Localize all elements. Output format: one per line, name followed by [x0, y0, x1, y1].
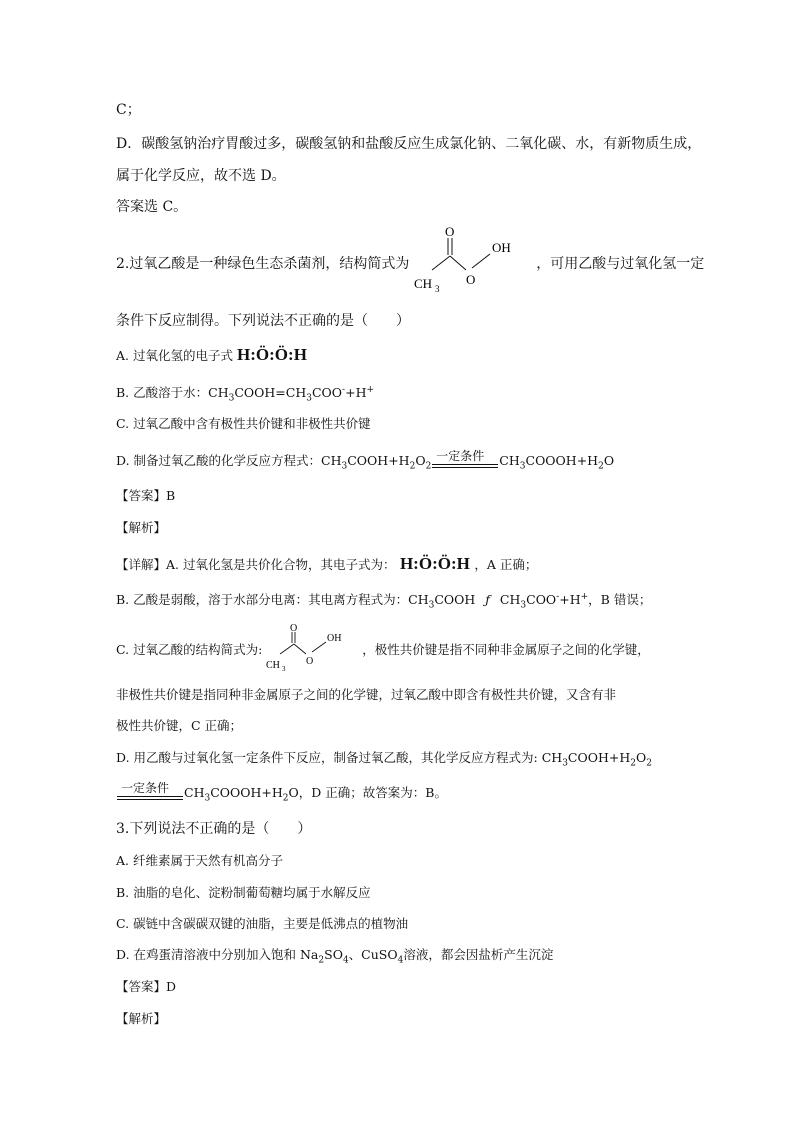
text-line: 答案选 C。 [116, 199, 188, 215]
option-text: A. 过氧化氢的电子式 [116, 348, 233, 363]
atom-o: O [465, 272, 476, 287]
detail-c: C. 过氧乙酸的结构简式为: O O OH CH 3 ，极性共价键是指不同种非金属原子之间的化学键， [116, 623, 650, 672]
text-line: C； [116, 102, 141, 118]
option-c: C. 过氧乙酸中含有极性共价键和非极性共价键 [116, 416, 371, 431]
option-d: D. 在鸡蛋清溶液中分别加入饱和 $Na_2SO_4$、CuSO$_4$溶液，都会因盐析产生沉淀 [116, 947, 554, 966]
option-a [116, 345, 307, 366]
subscript: 3 [434, 284, 440, 294]
analysis-label: 【解析】 [116, 1011, 167, 1026]
detail-c-line3: 极性共价键，C 正确； [116, 718, 243, 733]
option-d: D. 制备过氧乙酸的化学反应方程式：$CH_3COOH+H_2O_2$ 一定条件 $CH_3COOOH+H_2O$ [116, 448, 615, 472]
h2o2-electron-formula: H:Ö:Ö:H [236, 345, 307, 364]
svg-text:CH: CH [266, 659, 281, 671]
svg-text:3: 3 [282, 664, 286, 672]
question-2-stem-line2: 条件下反应制得。下列说法不正确的是（ ） [116, 313, 410, 329]
detail-c-line2: 非极性共价键是指同种非金属原子之间的化学键，过氧乙酸中即含有极性共价键，又含有非 [116, 687, 617, 702]
question-3-stem: 3.下列说法不正确的是（ ） [116, 821, 312, 837]
svg-text:O: O [290, 623, 298, 634]
option-b: B. 乙酸溶于水：$CH_3COOH=CH_3COO^-+H^+$ [116, 384, 375, 404]
question-2-stem [116, 226, 705, 294]
option-c: C. 碳链中含碳碳双键的油脂，主要是低沸点的植物油 [116, 916, 409, 931]
stem-text: 2.过氧乙酸是一种绿色生态杀菌剂，结构简式为 [116, 256, 410, 272]
svg-text:O: O [306, 655, 314, 667]
detail-b: B. 乙酸是弱酸，溶于水部分电离：其电离方程式为：$CH_3COOH$ ƒ $CH_3COO^-+H^+$，B 错误； [116, 591, 652, 611]
analysis-label: 【解析】 [116, 520, 167, 535]
atom-oh: OH [491, 240, 511, 255]
answer-line: 【答案】D [116, 979, 177, 994]
svg-text:OH: OH [327, 632, 342, 644]
atom-o: O [444, 226, 455, 239]
option-b: B. 油脂的皂化、淀粉制葡萄糖均属于水解反应 [116, 885, 371, 900]
h2o2-electron-formula: H:Ö:Ö:H [399, 554, 470, 573]
detail-a: 【详解】A. 过氧化氢是共价化合物，其电子式为： H:Ö:Ö:H ，A 正确； [116, 554, 538, 573]
atom-ch3: CH [413, 276, 432, 291]
peracetic-acid-structure-small [266, 624, 358, 672]
peracetic-acid-structure [414, 226, 532, 296]
reaction-condition-arrow: 一定条件 [117, 784, 183, 804]
detail-d-line2: 一定条件 $CH_3COOOH+H_2O$，D 正确；故答案为：B。 [116, 783, 447, 804]
stem-text: ，可用乙酸与过氧化氢一定 [536, 256, 705, 272]
detail-d: D. 用乙酸与过氧化氢一定条件下反应，制备过氧乙酸，其化学反应方程式为: $CH_3COOH+H_2O_2$ [116, 750, 652, 769]
answer-line: 【答案】B [116, 488, 176, 503]
text-line: 属于化学反应，故不选 D。 [116, 168, 286, 184]
text-line: D．碳酸氢钠治疗胃酸过多，碳酸氢钠和盐酸反应生成氯化钠、二氧化碳、水，有新物质生成， [116, 136, 702, 152]
reaction-condition-arrow: 一定条件 [432, 452, 498, 472]
option-a: A. 纤维素属于天然有机高分子 [116, 853, 283, 868]
